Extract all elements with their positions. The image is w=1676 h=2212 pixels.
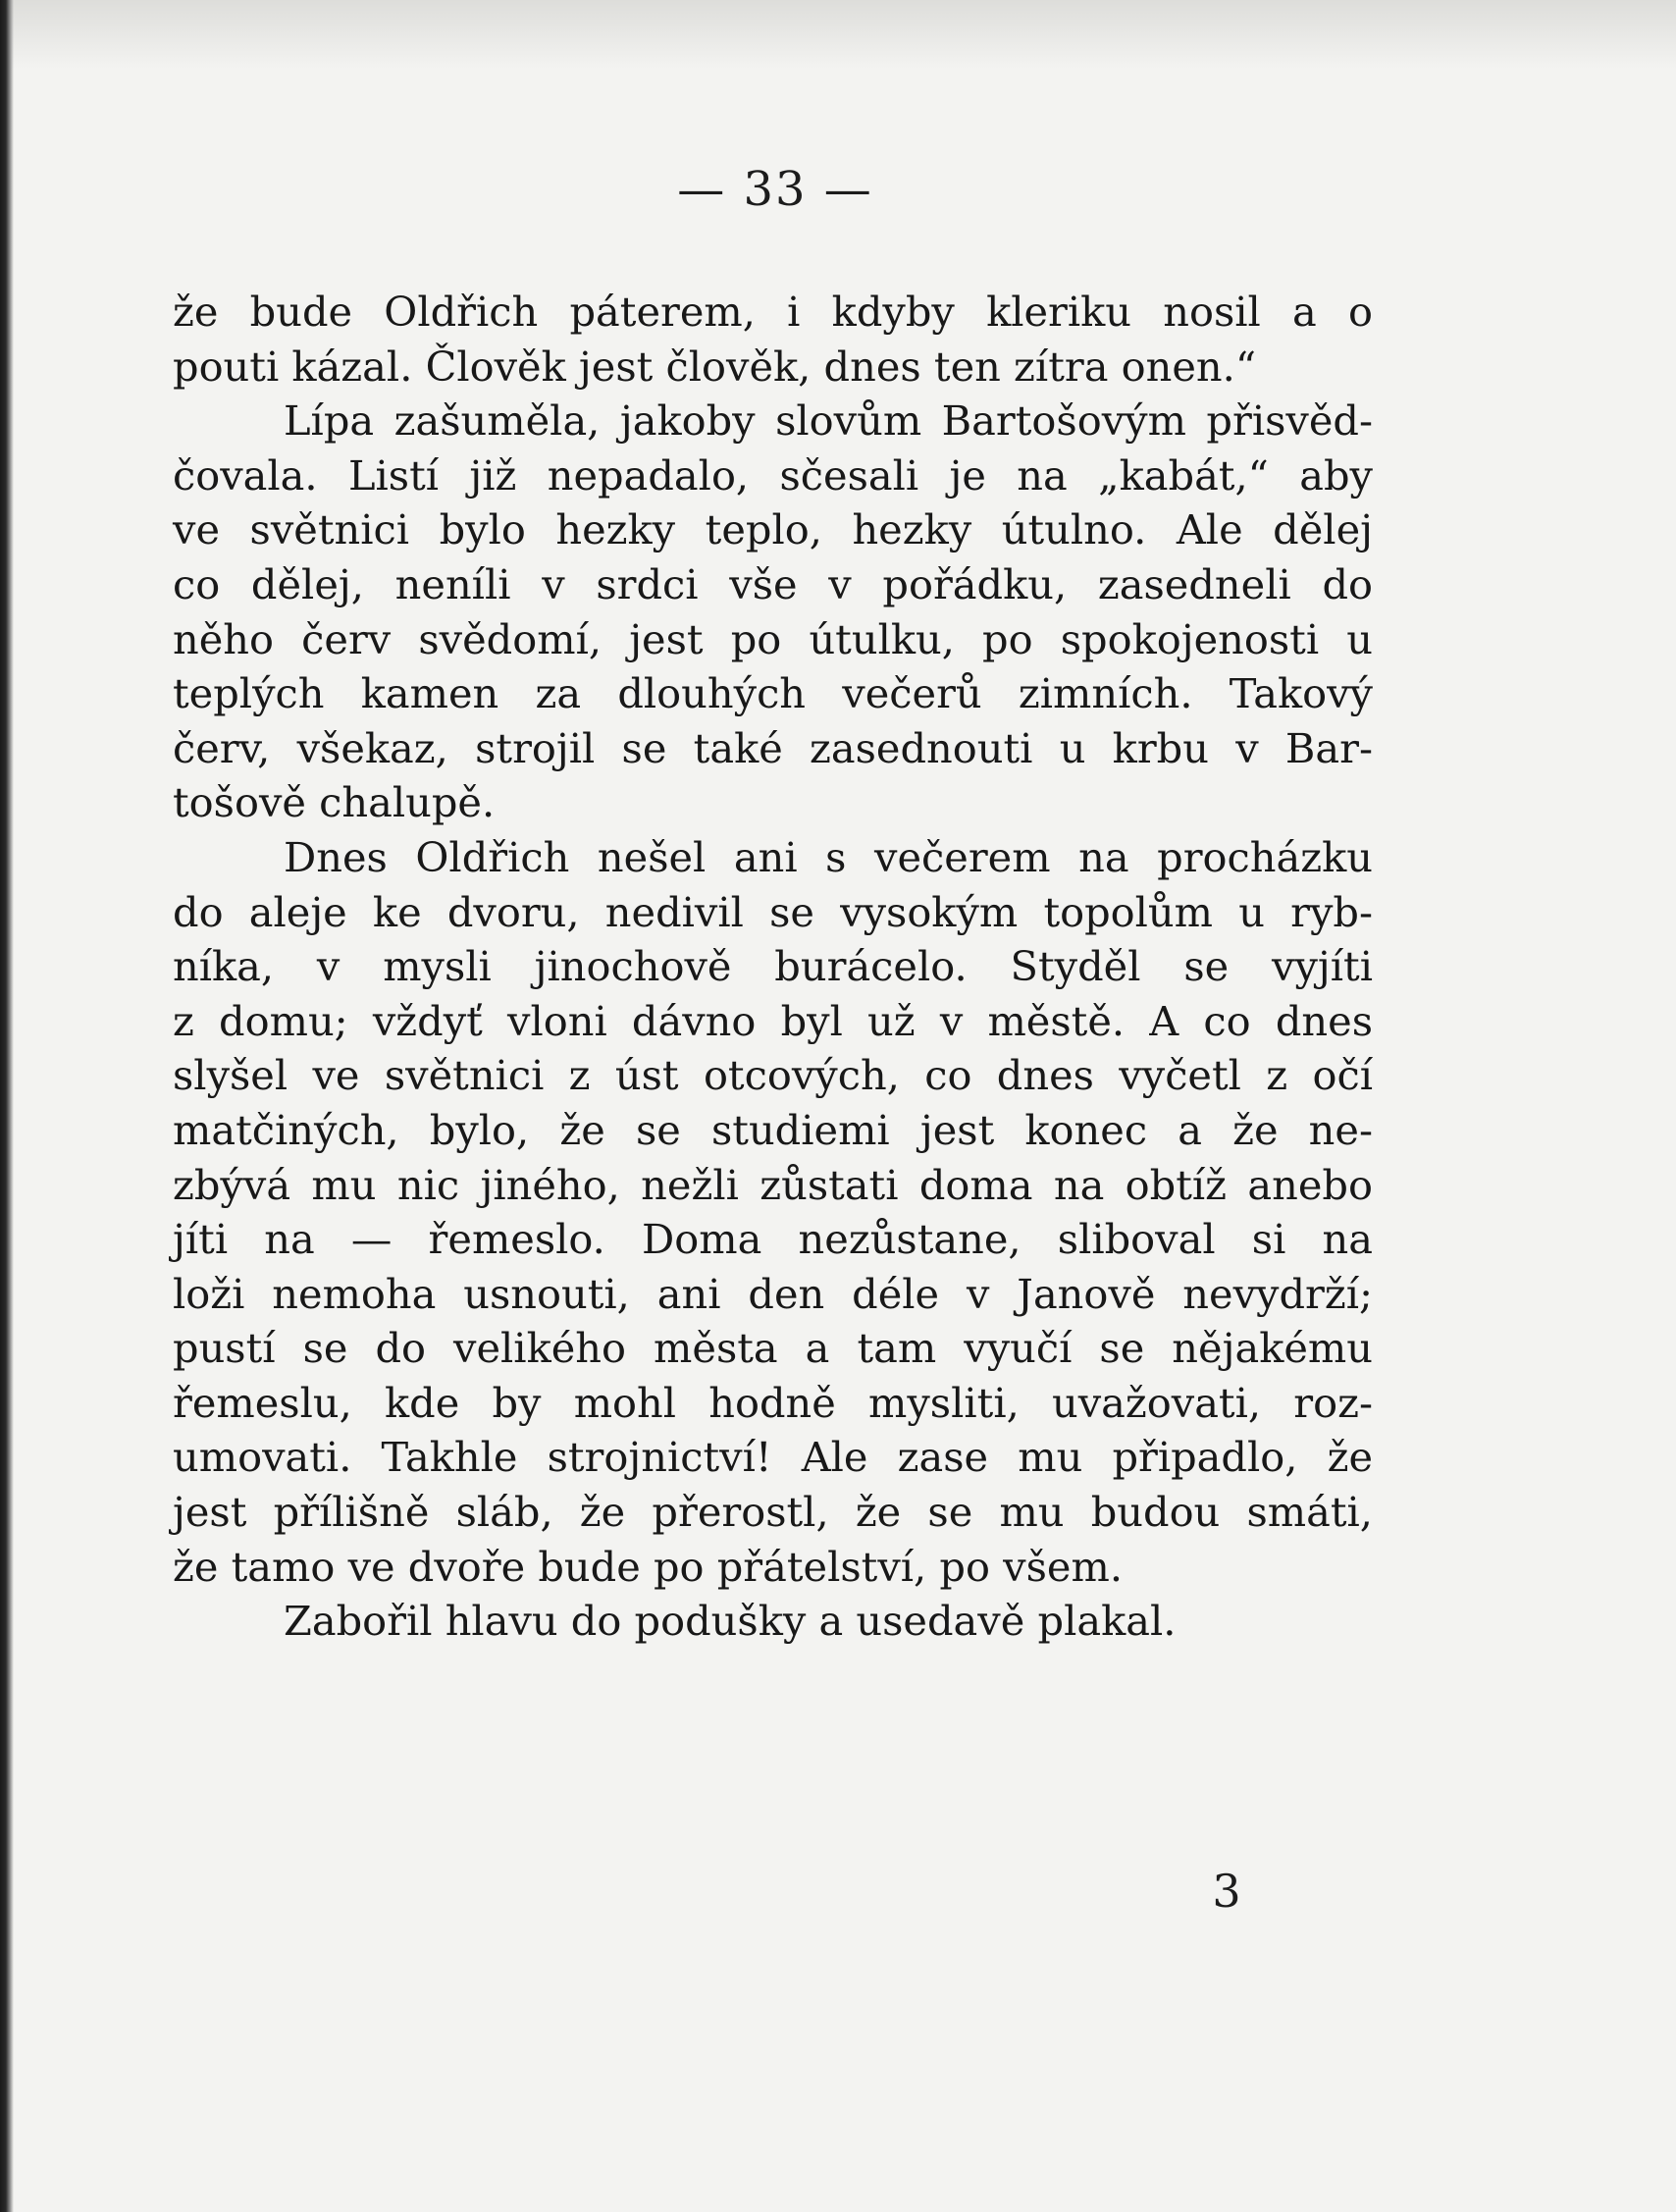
text-line: matčiných, bylo, že se studiemi jest konec a že ne- [173,1105,1373,1154]
body-text [173,285,1373,1649]
text-line: níka, v mysli jinochově burácelo. Styděl se vyjíti [173,942,1373,991]
binding-edge [0,0,14,2212]
page-top-shading [0,0,1676,69]
text-line: teplých kamen za dlouhých večerů zimních. Takový [173,669,1373,718]
text-line: čovala. Listí již nepadalo, sčesali je na „kabát,“ aby [173,450,1373,500]
text-line: pustí se do velikého města a tam vyučí se nějakému [173,1324,1373,1373]
text-line: jíti na — řemeslo. Doma nezůstane, sliboval si na [173,1215,1373,1264]
text-line: co dělej, neníli v srdci vše v pořádku, zasedneli do [173,559,1373,608]
text-line: tošově chalupě. [173,778,496,827]
signature-mark: 3 [1212,1865,1241,1918]
text-line: že tamo ve dvoře bude po přátelství, po všem. [173,1542,1124,1591]
text-line: řemeslu, kde by mohl hodně mysliti, uvažovati, roz- [173,1378,1373,1427]
text-line: zbývá mu nic jiného, nežli zůstati doma na obtíž anebo [173,1160,1373,1209]
text-line: něho červ svědomí, jest po útulku, po spokojenosti u [173,614,1373,663]
text-line: umovati. Takhle strojnictví! Ale zase mu připadlo, že [173,1433,1373,1482]
page-number: — 33 — [677,162,873,217]
text-line: že bude Oldřich páterem, i kdyby kleriku nosil a o [173,288,1373,336]
text-line: loži nemoha usnouti, ani den déle v Janově nevydrží; [173,1269,1373,1318]
text-line: Lípa zašuměla, jakoby slovům Bartošovým přisvěd- [284,396,1373,446]
text-line: z domu; vždyť vloni dávno byl už v městě. A co dnes [173,996,1373,1045]
text-line: Zabořil hlavu do podušky a usedavě plakal. [284,1597,1177,1646]
text-line: Dnes Oldřich nešel ani s večerem na procházku [284,832,1373,881]
text-line: do aleje ke dvoru, nedivil se vysokým topolům u ryb- [173,887,1373,936]
text-line: jest přílišně sláb, že přerostl, že se mu budou smáti, [173,1488,1373,1537]
text-line: ve světnici bylo hezky teplo, hezky útulno. Ale dělej [173,505,1373,554]
text-line: slyšel ve světnici z úst otcových, co dnes vyčetl z očí [173,1051,1373,1100]
text-line: pouti kázal. Člověk jest člověk, dnes ten zítra onen.“ [173,342,1257,391]
text-line: červ, všekaz, strojil se také zasednouti u krbu v Bar- [173,723,1373,772]
